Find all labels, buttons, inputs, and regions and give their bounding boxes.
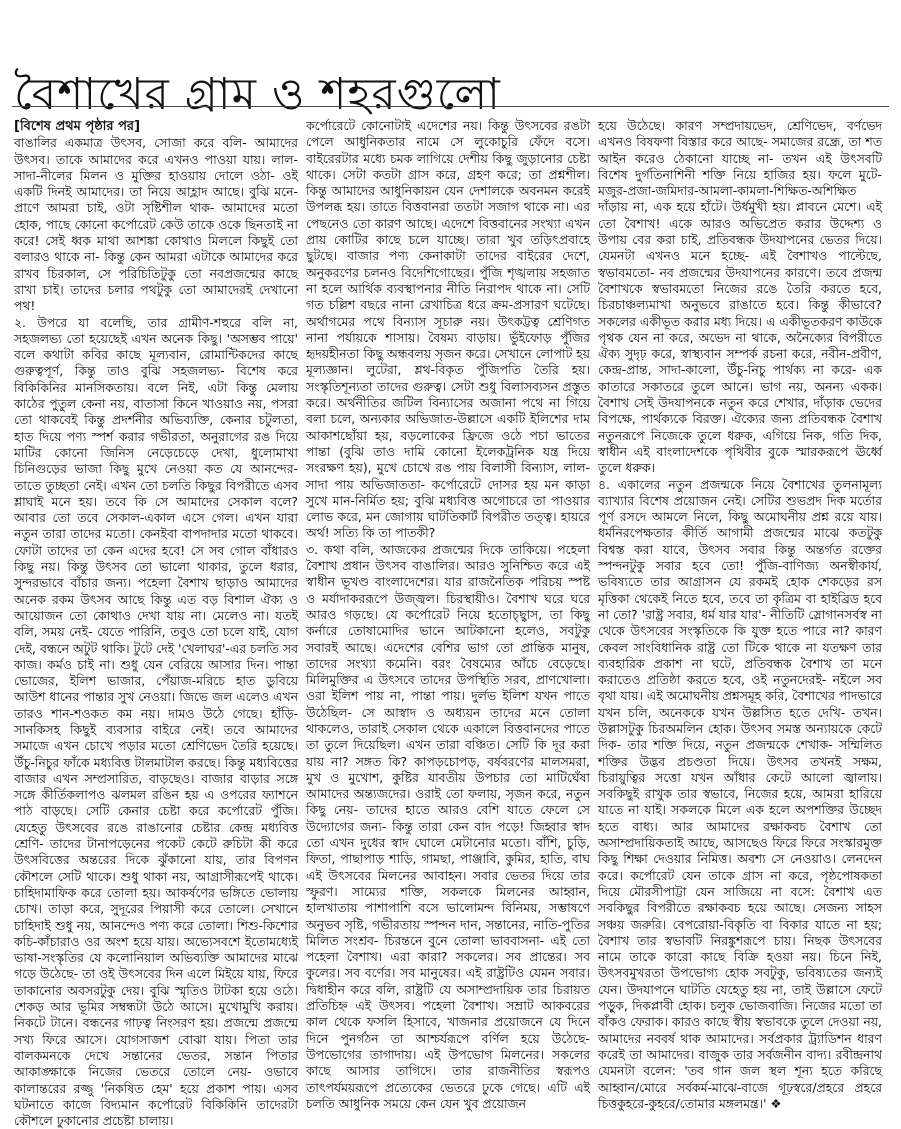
paragraph: ৪. একালের নতুন প্রজন্মকে নিয়ে বৈশাখের তুলনামূল্য ব্যাখ্যার বিশেষ প্রয়োজন নেই। সেটির শুভপ্রদ দিক মর্তোর পূর্ণ রসদে আমলে নিলে, কিছু অমোঘনীয় প্রশ্ন রয়ে যায়। ধর্মনিরপেক্ষতার কীর্তি আগামী প্রজন্মের মাঝে কতটুকু বিশ্বস্ত করা যাবে, উৎসব সবার কিন্তু অন্তর্গত রক্তের স্পন্দনটুকু সবার হবে তো! পুঁজি-বাণিজ্য অনস্বীকার্য, ভবিষ্যতে তার আগ্রাসন যে রকমই হোক শেকড়ের রস মৃত্তিকা থেকেই নিতে হবে, তবে তা কৃত্রিম বা হাইব্রিড হবে না তো? 'রাষ্ট্র সবার, ধর্ম যার যার'- নীতিটি স্লোগানসর্বস্ব না থেকে উৎসবের সংস্কৃতিকে কি যুক্ত হতে পারে না? কারণ কেবল সাংবিধানিক রাষ্ট্র তো টিকে থাকে না যতক্ষণ তার ব্যবহারিক প্রকাশ না ঘটে, প্রতিবন্ধক বৈশাখ তা মনে করাতেও প্রতিষ্ঠা করতে হবে, ওই নতুনদেরই- নইলে সব বৃথা যায়। এই অমোঘনীয় প্রশ্নসমূহ করি, বৈশাখের পাদভারে যখন চলি, অনেককে যখন উল্লসিত হতে দেখি- তখন। উল্লাসটুকু চিরঅমলিন হোক। উৎসব সমস্ত অন্যায়কে কেটে দিক- তার শক্তি দিয়ে, নতুন প্রজন্মকে শেখাক- সম্মিলিত শক্তির উদ্ভব প্রচণ্ডতা দিয়ে। উৎসব তখনই সক্ষম, চিরায়ুত্বির সত্তো যখন আঁধার কেটে আলো জ্বালায়। সবকিছুই রাখুক তার স্বভাবে, নিজের হয়ে, আমরা হারিয়ে যাতে না যাই। সকলকে মিলে এক হলে অপশক্তির উচ্ছেদ হতে বাধ্য। আর আমাদের রক্ষাকবচ বৈশাখ তো অসাম্প্রদায়িকতাই আছে, আসছেও ফিরে ফিরে সংস্কারমুক্ত কিছু শিক্ষা দেওয়ার নিমিত্ত। অবশ্য সে নেওয়াও। লেনদেন করে। কর্পোরেট যেন তাকে গ্রাস না করে, পৃষ্ঠপোষকতা দিয়ে মৌরসীপাট্টা যেন সাজিয়ে না বসে: বৈশাখ এত সবকিছুর বিপরীতে রক্ষাকবচ হয়ে আছে। সেজন্য সাহস সঞ্চয় জরুরি। বেপরোয়া-বিকৃতি বা বিকার যাতে না হয়; বৈশাখ তার স্বভাবটি নিরঙ্কুশরূপে চায়। নিছক উৎসবের নামে তাকে কারো কাছে বিক্রি হওয়া নয়। চিনে নিই, উৎসবমুখরতা উপভোগ্য হোক সবটুকু, ভবিষ্যতের জন্যই যেন। উদযাপনে ঘাটতি যেহেতু হয় না, তাই উল্লাসে ফেটে পড়ুক, দিকপ্লাবী হোক। চলুক ভোজবাজি। নিজের মতো তা বাঁকও ফেরাক। কারও কাছে স্বীয় স্বভাবকে তুলে দেওয়া নয়, আমাদের নববর্ষ থাক আমাদের। সর্বপ্রকার ট্র্যাডিশন ধারণ করেই তা আমাদের। বাজুক তার সর্বজনীন বাদ্য। রবীন্দ্রনাথ যেমনটা বলেন: 'তব গান জল স্থল শূন্য হতে করিছে আহ্বান/মোরে সর্বকর্ম-মাঝে-বাজে গূঢ়স্বরে/প্রহরে প্রহরে চিত্তকুহরে-কুহরে/তোমার মঙ্গলমন্ত্র।' ❖ bbox=[598, 476, 882, 1111]
paragraph: কর্পোরেটে কোনোটাই এদেশের নয়। কিন্তু উৎসবের রঙটা পেলে আধুনিকতার নামে সে লুকোচুরি ফেঁদে বসে। বাইরেরটার মধ্যে চমক লাগিয়ে দেশীয় কিছু জুড়ানোর চেষ্টা থাকে। সেটা কতটা গ্রাস করে, গ্রহণ করে; তা প্রশ্নশীল। কিন্তু আমাদের আধুনিকায়ন যেন দেশালকে অবনমন করেই উপলব্ধ হয়। তাতে বিত্তবানরা ততটা সজাগ থাকে না। এর পেছনেও তো কারণ আছে। এদেশে বিত্তবানের সংখ্যা এখন প্রায় কোটির কাছে চলে যাচ্ছে। তারা খুব তড়িৎপ্রবাহে ছুটছে। বাজার পণ্য কেনাকাটা তাদের বাইরের দেশে, অনুকরণের চলনও বিদেশিগোছের। পুঁজি শৃঙ্খলায় সহজাত না হলে আর্থিক ব্যবস্থাপনার নীতি নিরাপদ থাকে না। সেটি গত চল্লিশ বছরে নানা রেখাচিত্র ধরে ক্রম-প্রসারণ ঘটেছে। অর্থাগমের পথে বিন্যাস সূচারু নয়। উৎকট্টত্ব শ্রেণিগত নানা পর্যায়কে শাসায়। বৈষম্য বাড়ায়। ভুঁইফোড় পুঁজির হৃদয়হীনতা কিছু অন্ধবলয় সৃজন করে। সেখানে লোপাট হয় মূল্যজ্ঞান। লুটেরা, শ্লথ-বিকৃত পুঁজিপতি তৈরি হয়। সংস্কৃতিশূন্যতা তাদের গুরুত্ব। সেটা শুধু বিলাসব্যসন প্রস্তুত করে। অর্থনীতির জটিল বিন্যাসের অজানা পথে না গিয়ে বলা চলে, অন্যকার অভিজাত-উল্লাসে একটি ইলিশের দাম আকাশছোঁয়া হয়, বড়লোকের ফ্রিজে ওঠে পচা ভাতের পান্তা (বুঝি তাও দামি কোনো ইলেকট্রনিক যন্ত্র দিয়ে সংরক্ষণ হয়), মুখে চোখে রঙ পায় বিলাসী বিন্যাস, লাল-সাদা পায় অভিজাততা- কর্পোরেটে দোসর হয় মন কাড়া সুখে মান-নির্মিত হয়; বুঝি মধ্যবিত্ত অগোচরে তা পাওয়ার লোভ করে, মন জোগায় ঘাটতিকার্ট বিপরীত তত্ত্ব। হায়রে অর্থ! সত্যি কি তা পাতকী? bbox=[306, 118, 590, 541]
headline-divider bbox=[12, 106, 889, 107]
headline: বৈশাখের গ্রাম ও শহরগুলো bbox=[14, 69, 501, 121]
paragraph: ৩. কথা বলি, আজকের প্রজন্মের দিকে তাকিয়ে। পহেলা বৈশাখ প্রধান উৎসব বাঙালির। আরও সুনিশ্চিত করে এই স্বাধীন ভূখণ্ড বাংলাদেশের। যার রাজনৈতিক পরিচয় স্পষ্ট ও মর্যাদাকররূপে উজ্জ্বল। চিরস্থায়ীও। বৈশাখ ঘরে ঘরে আরও গড়ছে। যে কর্পোরেট নিয়ে হতোচ্ছ্বাস, তা কিছু কর্নারে তোষামোদির ভানে আটকানো হলেও, সবটুকু সবারই আছে। এদেশের বেশির ভাগ তো প্রান্তিক মানুষ, তাদের সংখ্যা কমেনি। বরং বৈষম্যের আঁচে বেড়েছে। মিলিমুক্তির এ উৎসবে তাদের উপস্থিতি সরব, প্রাণখোলা। ওরা ইলিশ পায় না, পান্তা পায়। দুর্লভ ইলিশ যখন পাতে উঠেছিল- সে আস্বাদ ও অধ্যয়ন তাদের মনে তোলা থাকলেও, তারাই সেকাল থেকে একালে বিত্তবানদের পাতে তা তুলে দিয়েছিল। এখন তারা বঞ্চিত। সেটি কি দূর করা যায় না? সঙ্গত কি? কাপড়চোপড়, বর্ষবরণের মালসমরা, মুখ ও মুখোশ, কুষ্টির যাবতীয় উপচার তো মাটিঘেঁষা আমাদের অন্ত্যজদের। ওরাই তো ফলায়, সৃজন করে, নতুন কিছু নেয়- তাদের হাতে আরও বেশি যাতে ফেলে সে উদ্যোগের জন্য- কিন্তু তারা কেন বাদ পড়ে! জিহ্বার স্বাদ তো এখন দুধের স্বাদ ঘোলে মেটানোর মতো। বাঁশি, চুড়ি, ফিতা, পাছাপাড় শাড়ি, গামছা, পাঞ্জাবি, কুমির, হাতি, বাঘ এই উৎসবের মিলনের আবাহন। সবার ভেতর দিয়ে তার স্ফুরণ। সাম্যের শক্তি, সকলকে মিলনের আহ্বান, হালখাতায় পাশাপাশি বসে ভালোমন্দ বিনিময়, সম্ভাষণে অনুভব সৃষ্টি, গভীরতায় স্পন্দন দান, সন্তানের, নাতি-পুতির মিলিত সংশ্রব- চিরন্তনে বুনে তোলা ভাববাসনা- এই তো পহেলা বৈশাখ। এরা কারা? সকলের। সব প্রান্তের। সব কুলের। সব বর্ণের। সব মানুষের। এই রাষ্ট্রটিও যেমন সবার। দ্বিধাহীন করে বলি, রাষ্ট্রটি যে অসাম্প্রদায়িক তার চিরায়ত প্রতিচিহ্ন এই উৎসব। পহেলা বৈশাখ। সম্রাট আকবরের কাল থেকে ফসলি হিসাবে, খাজনার প্রয়োজনে যে দিনে দিনে পুনর্গঠন তা আশ্চর্যরূপে বর্ণিল হয়ে উঠেছে- উপভোগের তাগাদায়। এই উপভোগ মিলনের। সকলের কাছে আসার তাগিদে। তার রাজনীতির স্বরূপও তাৎপর্যময়রূপে প্রত্যেকের ভেতরে ঢুকে গেছে। এটি এই চলতি আধুনিক সময়ে কেন যেন খুব প্রয়োজন bbox=[306, 541, 590, 1111]
continued-from-kicker: [বিশেষ প্রথম পৃষ্ঠার পর] bbox=[14, 119, 141, 134]
article-column-3 bbox=[598, 118, 882, 1111]
paragraph: বাঙালির একমাত্র উৎসব, সোজা করে বলি- আমাদের উৎসব। তাকে আমাদের করে এখনও পাওয়া যায়। লাল-সাদা-নীলের মিলন ও মুক্তির হাওয়ায় দোলে ওঠা- ওই একটি দিনই আমাদের। তা নিয়ে আহ্লাদ আছে। বুঝি মনে-প্রাণে আমরা চাই, ওটা সৃষ্টিশীল থাক- আমাদের মতো হোক, পাছে কোনো কর্পোরেট কেউ তাকে ওকে ছিনতাই না করে! সেই ধ্বক মাথা আশঙ্কা কোথাও মিললে কিছুই তো বলারও থাকে না- কিন্তু কেন আমরা এটাকে আমাদের করে রাখব চিরকাল, সে পরিচিতিটুকু তো নবপ্রজন্মের কাছে রাখা চাই। তাদের চলার পথটুকু তো আমাদেরই দেখানো পথ! bbox=[14, 135, 298, 314]
article-column-1 bbox=[14, 118, 298, 1129]
paragraph: ২. উপরে যা বলেছি, তার গ্রামীণ-শহুরে বলি না, সহজলভ্য তো হয়েছেই এখন অনেক কিছু। 'অসম্ভব পায়ে' বলে কথাটা কবির কাছে মূল্যবান, রোমান্টিকদের কাছে গুরুত্বপূর্ণ, কিন্তু তাও বুঝি সহজলভ্য- বিশেষ করে বিকিকিনির মানসিকতায়। বলে নিই, এটা কিন্তু মেলায় কাঠের পুতুল কেনা নয়, বাতাসা কিনে খাওয়াও নয়, পসরা তো থাকবেই কিন্তু প্রদর্শনীর অভিব্যক্তি, কেনার চটুলতা, হাত দিয়ে পণ্য স্পর্শ করার গভীরতা, অনুরাগের রঙ দিয়ে মাটির কোনো জিনিস নেড়েচেড়ে দেখা, ধুলোমাখা চিনিগুড়ের ভাজা কিছু মুখে নেওয়া কত যে আনন্দের- তাতে তুচ্ছতা নেই। এখন তো চলতি কিছুর বিপরীতে এসব শ্লাঘাই মনে হয়। তবে কি সে আমাদের সেকাল বলে? আবার তো তবে সেকাল-একাল এসে গেল। এখন যারা নতুন তারা তাদের মতো। কেনইবা বাপদাদার মতো থাকবে। ফোটা তাদের তা কেন এদের হবে! সে সব গোল বাঁধারও কিছু নয়। কিন্তু উৎসব তো ভালো থাকার, তুলে ধরার, সুন্দরভাবে বাঁচার জন্য। পহেলা বৈশাখ ছাড়াও আমাদের অনেক রকম উৎসব আছে কিন্তু এত বড় বিশাল ঐক্য ও আয়োজন তো কোথাও দেখা যায় না। মেলেও না। যতই বলি, সময় নেই- যেতে পারিনি, তবুও তো চলে যাই, যোগ দেই, বন্ধনে অটুট থাকি। টুটে দেই 'খেলাঘর'-এর চলতি সব কাজ। কর্মও চাই না। শুধু যেন বেরিয়ে আসার দিন। পান্তা ভোজের, ইলিশ ভাজার, পেঁয়াজ-মরিচে হাত ডুবিয়ে আউশ ধানের পান্তার সুখ নেওয়া। জিভে জল এলেও এখন তারও শান-শওকত কম নয়। দামও উঠে গেছে। হাঁড়ি-সানকিসহ কিছুই ব্যবসার বাইরে নেই। তবে আমাদের সমাজে এখন চোখে পড়ার মতো শ্রেণিভেদ তৈরি হয়েছে। উঁচু-নিচুর ফাঁকে মধ্যবিত্ত টালমাটাল করছে। কিন্তু মধ্যবিত্তের বাজার এখন সম্প্রসারিত, বাড়ছেও। বাজার বাড়ার সঙ্গে সঙ্গে কীর্তিকলাপও ঝলমল রঙিন হয় এ ওপরের ফ্যাশনে পাঠ বাড়ছে। সেটি কেনার চেষ্টা করে কর্পোরেট পুঁজি। যেহেতু উৎসবের রঙে রাঙানোর চেষ্টার কেন্দ্র মধ্যবিত্ত শ্রেণি- তাদের টানাপড়েনের পকেট কেটে রুচিটা কী করে উৎসবিত্তের অন্তরের দিকে ঝুঁকানো যায়, তার বিপণন কৌশলে সেটি থাকে। শুধু থাকা নয়, আগ্রাসীরূপেই থাকে। চাহিদামাফিক করে তোলা হয়। আকর্ষণের ভঙ্গিতে ভোলায় চোখ। তাড়া করে, সুদূরের পিয়াসী করে তোলে। সেখানে চাহিদাই শুধু নয়, আনন্দেও পণ্য করে তোলা। শিশু-কিশোর কচি-কাঁচারাও ওর অংশ হয়ে যায়। অভ্যেসবশে ইতোমধ্যেই ভাষা-সংস্কৃতির যে কলোনিয়াল অভিব্যক্তি আমাদের মাঝে গড়ে উঠেছে- তা ওই উৎসবের দিন এলে মিইয়ে যায়, ফিরে তাকানোর অবসরটুকু দেয়। বুঝি স্মৃতিও টাটকা হয়ে ওঠে। শেকড় আর ভূমির সম্বন্ধটা উঠে আসে। মুখোমুখি করায়। নিকটে টানে। বন্ধনের গাঢ়ত্ব নিংসরণ হয়। প্রজন্মে প্রজন্মে সখ্য ফিরে আসে। যোগসাজশ বোঝা যায়। পিতা তার বালকমনকে দেখে সন্তানের ভেতর, সন্তান পিতার আকাঙ্ক্ষাকে নিজের ভেতরে তোলে নেয়- ওভাবে কালান্তরের রজ্জু 'নিকষিত হেম' হয়ে প্রকাশ পায়। এসব ঘটনাতে কাজে বিদ্যমান কর্পোরেট বিকিকিনি তাদেরটা কৌশলে ঢুকানোর প্রচেষ্টা চালায়। bbox=[14, 314, 298, 1129]
paragraph: হয়ে উঠেছে। কারণ সম্প্রদায়ভেদ, শ্রেণিভেদ, বর্ণভেদ এখনও বিষফণা বিস্তার করে আছে- সমাজের রন্ধ্রে, তা শত আইন করেও ঠেকানো যাচ্ছে না- তখন এই উৎসবটি বিশেষ দুর্গতিনাশিনী শক্তি নিয়ে হাজির হয়। ফলে মুটে-মজুর-প্রজা-জমিদার-আমলা-কামলা-শিক্ষিত-অশিক্ষিত দাঁড়ায় না, এক হয়ে হাঁটে। উর্ধমুখী হয়। প্লাবনে মেশে। এই তো বৈশাখ! একে আরও অভিপ্রেত করার উদ্দেশ্য ও উপায় বের করা চাই, প্রতিবন্ধক উদযাপনের ভেতর দিয়ে। যেমনটা এখনও মনে হচ্ছে- এই বৈশাখও পাল্টেছে, স্বভাবমতো- নব প্রজন্মের উদযাপনের কারণে। তবে প্রজন্ম বৈশাখকে স্বভাবমতো নিজের রঙে তৈরি করতে হবে, চিরচাঞ্চল্যমাখা অনুভবে রাঙাতে হবে। কিন্তু কীভাবে? সকলের একীভূত করার মধ্য দিয়ে। এ একীভূতকরণ কাউকে পৃথক যেন না করে, অভেদ না থাকে, অনৈক্যের বিপরীতে ঐক্য সুদৃঢ় করে, স্বাস্থ্যবান সম্পর্ক রচনা করে, নবীন-প্রবীণ, কেন্দ্র-প্রান্ত, সাদা-কালো, উঁচু-নিচু পার্থক্য না করে- এক কাতারে সকাতরে তুলে আনে। ভাগ নয়, অনন্য একক। বৈশাখ সেই উদযাপনকে নতুন করে শেখার, দাঁড়াক ভেদের বিপক্ষে, পার্থক্যকে বিরক্ত। ঐক্যের জন্য প্রতিবন্ধক বৈশাখ নতুনরূপে নিজেকে তুলে ধরুক, এগিয়ে নিক, গতি দিক, স্বাধীন এই বাংলাদেশকে পৃথিবীর বুকে স্মারকরূপে ঊর্ধ্বে তুলে ধরুক। bbox=[598, 118, 882, 476]
article-column-2 bbox=[306, 118, 590, 1111]
